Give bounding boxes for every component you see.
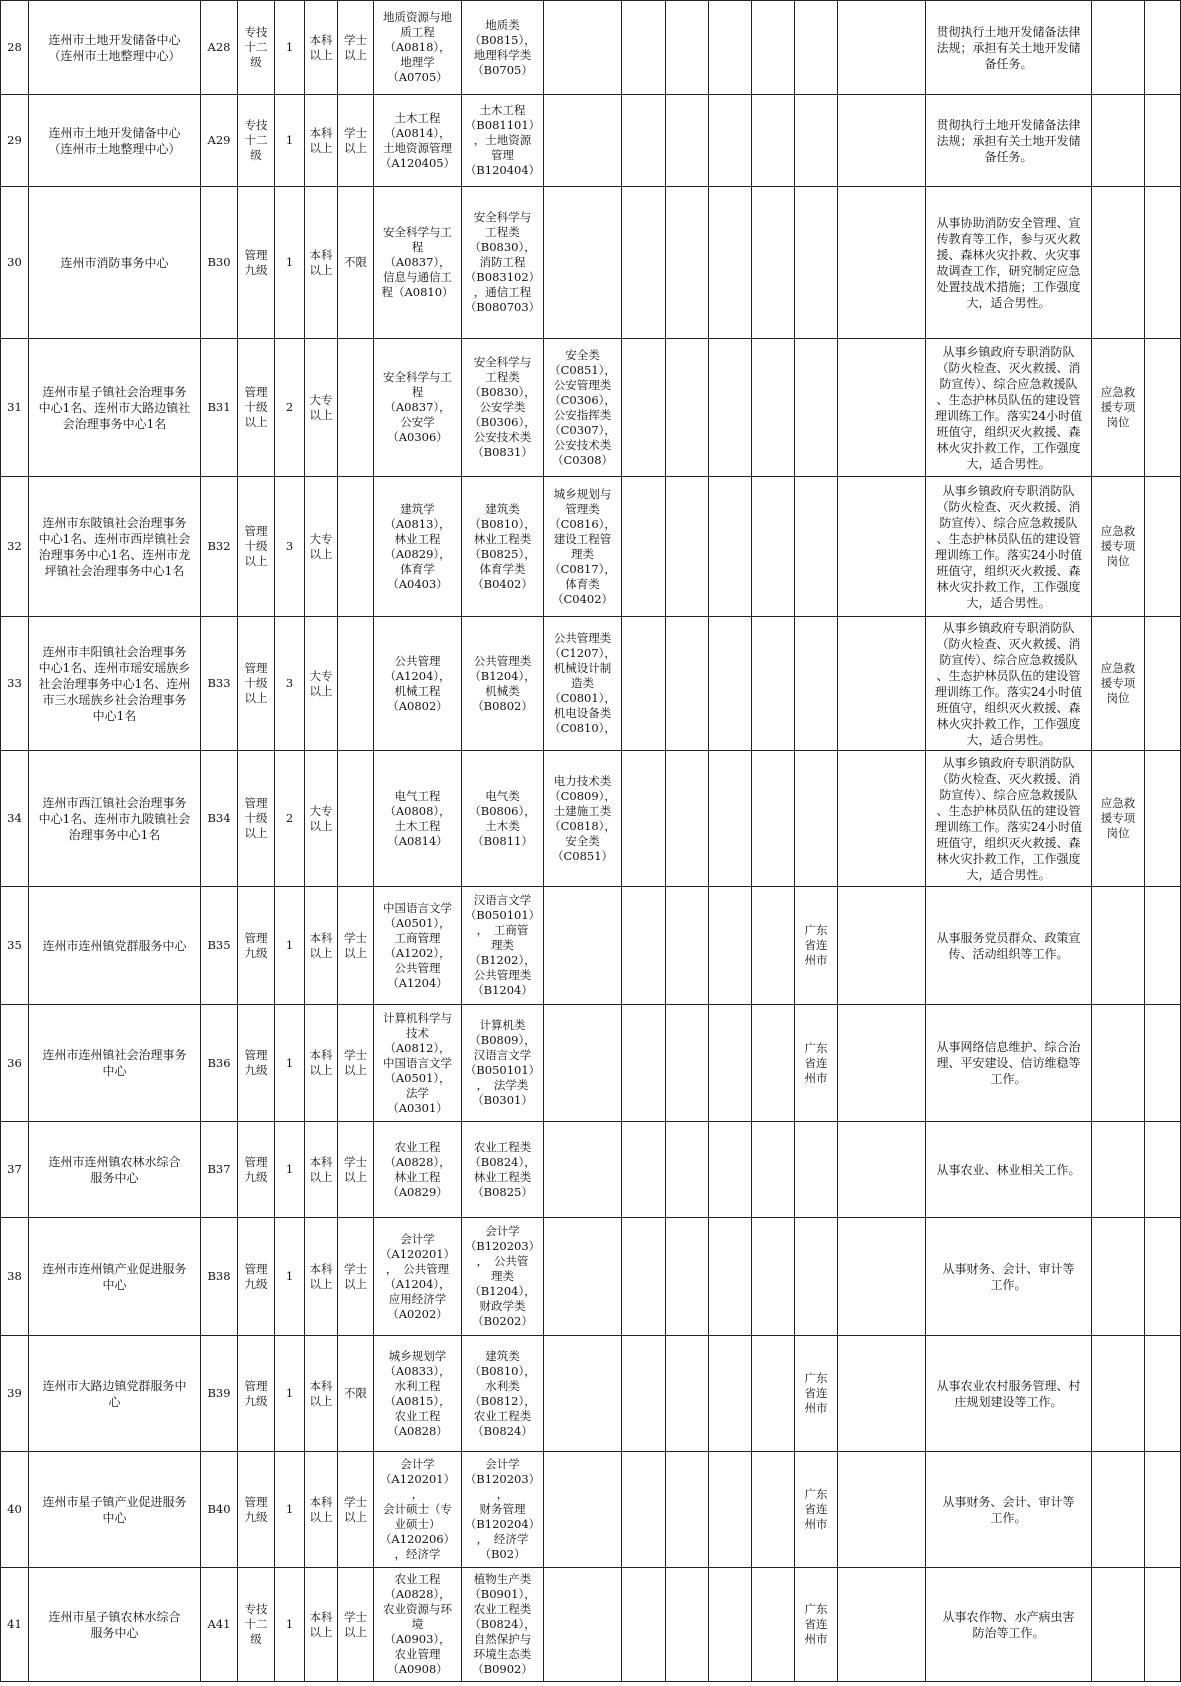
major-graduate: 电气工程 （A0808）， 土木工程 （A0814） <box>374 751 462 887</box>
hire-count: 2 <box>275 751 305 887</box>
remark <box>1092 95 1145 187</box>
employer-unit: 连州市连州镇产业促进服务 中心 <box>29 1218 201 1336</box>
major-graduate: 计算机科学与 技术 （A0812）， 中国语言文学 （A0501）， 法学 （A0301） <box>374 1005 462 1122</box>
position-level: 管理 九级 <box>238 1452 275 1568</box>
empty-cell <box>709 187 752 339</box>
position-code: B40 <box>201 1452 238 1568</box>
education-requirement: 大专 以上 <box>305 617 338 751</box>
employer-unit: 连州市星子镇农林水综合 服务中心 <box>29 1568 201 1682</box>
empty-cell <box>752 1218 795 1336</box>
employer-unit: 连州市连州镇社会治理事务 中心 <box>29 1005 201 1122</box>
degree-requirement <box>338 751 374 887</box>
employer-unit: 连州市土地开发储备中心 （连州市土地整理中心） <box>29 95 201 187</box>
job-duties: 从事乡镇政府专职消防队 （防火检查、灭火救援、消 防宣传）、综合应急救援队 、生态护林员队伍的建设管 理训练工作。落实24小时值 班值守，组织灭火救援、森 林火灾扑救工作，工作强度 大，适合男性。 <box>926 339 1092 477</box>
major-graduate: 安全科学与工 程 （A0837）， 公安学 （A0306） <box>374 339 462 477</box>
education-requirement: 本科 以上 <box>305 1218 338 1336</box>
empty-cell <box>838 95 926 187</box>
major-graduate: 公共管理 （A1204）， 机械工程 （A0802） <box>374 617 462 751</box>
remark: 应急救 援专项 岗位 <box>1092 477 1145 617</box>
major-junior-college: 公共管理类 （C1207）， 机械设计制 造类 （C0801）， 机电设备类 （C0810）， <box>544 617 622 751</box>
hire-count: 1 <box>275 1 305 95</box>
major-undergraduate: 植物生产类 （B0901）， 农业工程类 （B0824）， 自然保护与 环境生态类 （B0902） <box>462 1568 544 1682</box>
empty-cell <box>622 1568 666 1682</box>
empty-cell <box>622 1218 666 1336</box>
remark <box>1092 187 1145 339</box>
position-code: A29 <box>201 95 238 187</box>
employer-unit: 连州市星子镇社会治理事务 中心1名、连州市大路边镇社 会治理事务中心1名 <box>29 339 201 477</box>
table-row <box>1 751 1181 887</box>
empty-cell <box>709 617 752 751</box>
empty-cell <box>752 887 795 1005</box>
table-row <box>1 477 1181 617</box>
empty-cell <box>838 339 926 477</box>
major-undergraduate: 会计学 （B120203） ， 财务管理 （B120204） ， 经济学 （B02） <box>462 1452 544 1568</box>
empty-cell <box>752 1005 795 1122</box>
empty-cell <box>666 339 709 477</box>
empty-cell <box>666 1452 709 1568</box>
job-duties: 从事农作物、水产病虫害 防治等工作。 <box>926 1568 1092 1682</box>
remark: 应急救 援专项 岗位 <box>1092 751 1145 887</box>
position-code: B37 <box>201 1122 238 1218</box>
empty-cell <box>622 1122 666 1218</box>
empty-cell <box>709 95 752 187</box>
position-level: 专技 十二 级 <box>238 1568 275 1682</box>
table-row <box>1 617 1181 751</box>
empty-cell <box>709 887 752 1005</box>
major-undergraduate: 汉语言文学 （B050101） ， 工商管 理类 （B1202）， 公共管理类 （B1204） <box>462 887 544 1005</box>
education-requirement: 大专 以上 <box>305 339 338 477</box>
major-graduate: 城乡规划学 （A0833）， 水利工程 （A0815）， 农业工程 （A0828） <box>374 1336 462 1452</box>
major-graduate: 会计学 （A120201） ， 会计硕士（专 业硕士） （A120206） ，经济学 <box>374 1452 462 1568</box>
empty-cell <box>622 95 666 187</box>
remark <box>1092 1122 1145 1218</box>
job-table-body <box>1 1 1181 1682</box>
job-duties: 从事财务、会计、审计等 工作。 <box>926 1218 1092 1336</box>
hire-count: 1 <box>275 1005 305 1122</box>
job-duties: 贯彻执行土地开发储备法律 法规；承担有关土地开发储 备任务。 <box>926 95 1092 187</box>
empty-cell <box>1145 187 1181 339</box>
empty-cell <box>838 1 926 95</box>
education-requirement: 本科 以上 <box>305 95 338 187</box>
empty-cell <box>1145 1218 1181 1336</box>
hire-count: 2 <box>275 339 305 477</box>
position-level: 管理 九级 <box>238 1336 275 1452</box>
empty-cell <box>752 617 795 751</box>
hire-count: 1 <box>275 1452 305 1568</box>
job-duties: 从事网络信息维护、综合治 理、平安建设、信访维稳等 工作。 <box>926 1005 1092 1122</box>
major-junior-college <box>544 1568 622 1682</box>
row-number: 28 <box>1 1 29 95</box>
empty-cell <box>622 751 666 887</box>
empty-cell <box>838 751 926 887</box>
major-undergraduate: 会计学 （B120203） ， 公共管 理类 （B1204）， 财政学类 （B0202） <box>462 1218 544 1336</box>
row-number: 32 <box>1 477 29 617</box>
empty-cell <box>752 1568 795 1682</box>
empty-cell <box>1145 1452 1181 1568</box>
job-duties: 从事乡镇政府专职消防队 （防火检查、灭火救援、消 防宣传）、综合应急救援队 、生态护林员队伍的建设管 理训练工作。落实24小时值 班值守，组织灭火救援、森 林火灾扑救工作，工作强度 大，适合男性。 <box>926 617 1092 751</box>
empty-cell <box>1145 751 1181 887</box>
empty-cell <box>622 1 666 95</box>
table-row <box>1 339 1181 477</box>
degree-requirement: 学士 以上 <box>338 887 374 1005</box>
empty-cell <box>838 1005 926 1122</box>
row-number: 29 <box>1 95 29 187</box>
major-junior-college <box>544 1336 622 1452</box>
position-code: B39 <box>201 1336 238 1452</box>
empty-cell <box>622 1005 666 1122</box>
empty-cell <box>838 887 926 1005</box>
empty-cell <box>1145 1122 1181 1218</box>
job-duties: 从事农业农村服务管理、村 庄规划建设等工作。 <box>926 1336 1092 1452</box>
row-number: 39 <box>1 1336 29 1452</box>
household-requirement <box>795 751 838 887</box>
major-undergraduate: 计算机类 （B0809）， 汉语言文学 （B050101） ， 法学类 （B0301） <box>462 1005 544 1122</box>
row-number: 30 <box>1 187 29 339</box>
empty-cell <box>838 1568 926 1682</box>
empty-cell <box>752 1 795 95</box>
major-junior-college <box>544 1 622 95</box>
employer-unit: 连州市土地开发储备中心 （连州市土地整理中心） <box>29 1 201 95</box>
major-graduate: 建筑学 （A0813）， 林业工程 （A0829）， 体育学 （A0403） <box>374 477 462 617</box>
employer-unit: 连州市西江镇社会治理事务 中心1名、连州市九陂镇社会 治理事务中心1名 <box>29 751 201 887</box>
major-undergraduate: 建筑类 （B0810）， 水利类 （B0812）， 农业工程类 （B0824） <box>462 1336 544 1452</box>
education-requirement: 本科 以上 <box>305 1568 338 1682</box>
empty-cell <box>1145 1 1181 95</box>
degree-requirement: 学士 以上 <box>338 95 374 187</box>
empty-cell <box>752 95 795 187</box>
employer-unit: 连州市星子镇产业促进服务 中心 <box>29 1452 201 1568</box>
major-graduate: 农业工程 （A0828）， 农业资源与环 境 （A0903）， 农业管理 （A0908） <box>374 1568 462 1682</box>
empty-cell <box>622 477 666 617</box>
position-code: B35 <box>201 887 238 1005</box>
empty-cell <box>666 751 709 887</box>
education-requirement: 本科 以上 <box>305 1452 338 1568</box>
empty-cell <box>838 477 926 617</box>
empty-cell <box>709 1005 752 1122</box>
empty-cell <box>666 1218 709 1336</box>
empty-cell <box>709 1218 752 1336</box>
major-junior-college <box>544 1005 622 1122</box>
degree-requirement: 学士 以上 <box>338 1122 374 1218</box>
major-undergraduate: 农业工程类 （B0824）， 林业工程类 （B0825） <box>462 1122 544 1218</box>
empty-cell <box>1145 1336 1181 1452</box>
position-code: B31 <box>201 339 238 477</box>
hire-count: 1 <box>275 1568 305 1682</box>
position-level: 专技 十二 级 <box>238 95 275 187</box>
household-requirement <box>795 477 838 617</box>
major-undergraduate: 电气类 （B0806）， 土木类 （B0811） <box>462 751 544 887</box>
empty-cell <box>709 1 752 95</box>
empty-cell <box>709 1336 752 1452</box>
household-requirement <box>795 187 838 339</box>
empty-cell <box>838 1336 926 1452</box>
major-graduate: 会计学 （A120201） ， 公共管理 （A1204）， 应用经济学 （A0202） <box>374 1218 462 1336</box>
household-requirement <box>795 617 838 751</box>
position-code: B33 <box>201 617 238 751</box>
empty-cell <box>666 1122 709 1218</box>
education-requirement: 本科 以上 <box>305 1 338 95</box>
position-code: A28 <box>201 1 238 95</box>
empty-cell <box>666 1336 709 1452</box>
row-number: 38 <box>1 1218 29 1336</box>
job-duties: 从事财务、会计、审计等 工作。 <box>926 1452 1092 1568</box>
empty-cell <box>838 1452 926 1568</box>
position-code: A41 <box>201 1568 238 1682</box>
major-graduate: 地质资源与地 质工程 （A0818）， 地理学 （A0705） <box>374 1 462 95</box>
position-level: 管理 九级 <box>238 1005 275 1122</box>
position-code: B32 <box>201 477 238 617</box>
employer-unit: 连州市连州镇党群服务中心 <box>29 887 201 1005</box>
position-level: 管理 十级 以上 <box>238 751 275 887</box>
employer-unit: 连州市东陂镇社会治理事务 中心1名、连州市西岸镇社会 治理事务中心1名、连州市龙 坪镇社会治理事务中心1名 <box>29 477 201 617</box>
major-undergraduate: 安全科学与 工程类 （B0830）， 公安学类 （B0306）， 公安技术类 （B0831） <box>462 339 544 477</box>
table-row <box>1 1452 1181 1568</box>
degree-requirement <box>338 477 374 617</box>
degree-requirement: 不限 <box>338 1336 374 1452</box>
household-requirement: 广东 省连 州市 <box>795 1568 838 1682</box>
empty-cell <box>622 1336 666 1452</box>
degree-requirement: 学士 以上 <box>338 1218 374 1336</box>
major-junior-college: 安全类 （C0851）， 公安管理类 （C0306）， 公安指挥类 （C0307）， 公安技术类 （C0308） <box>544 339 622 477</box>
employer-unit: 连州市连州镇农林水综合 服务中心 <box>29 1122 201 1218</box>
row-number: 37 <box>1 1122 29 1218</box>
position-level: 管理 九级 <box>238 1122 275 1218</box>
empty-cell <box>622 1452 666 1568</box>
empty-cell <box>1145 1005 1181 1122</box>
remark <box>1092 1568 1145 1682</box>
education-requirement: 本科 以上 <box>305 887 338 1005</box>
major-graduate: 农业工程 （A0828）， 林业工程 （A0829） <box>374 1122 462 1218</box>
major-junior-college <box>544 1452 622 1568</box>
hire-count: 3 <box>275 477 305 617</box>
hire-count: 1 <box>275 1336 305 1452</box>
major-undergraduate: 地质类 （B0815）， 地理科学类 （B0705） <box>462 1 544 95</box>
hire-count: 1 <box>275 887 305 1005</box>
major-junior-college <box>544 1218 622 1336</box>
empty-cell <box>752 1452 795 1568</box>
empty-cell <box>838 1122 926 1218</box>
education-requirement: 大专 以上 <box>305 477 338 617</box>
major-junior-college: 电力技术类 （C0809）， 土建施工类 （C0818）， 安全类 （C0851） <box>544 751 622 887</box>
job-duties: 从事乡镇政府专职消防队 （防火检查、灭火救援、消 防宣传）、综合应急救援队 、生态护林员队伍的建设管 理训练工作。落实24小时值 班值守，组织灭火救援、森 林火灾扑救工作，工作强度 大，适合男性。 <box>926 477 1092 617</box>
empty-cell <box>666 887 709 1005</box>
remark <box>1092 1 1145 95</box>
position-level: 管理 九级 <box>238 187 275 339</box>
table-row <box>1 1568 1181 1682</box>
empty-cell <box>1145 887 1181 1005</box>
empty-cell <box>622 887 666 1005</box>
empty-cell <box>622 187 666 339</box>
major-junior-college <box>544 187 622 339</box>
education-requirement: 本科 以上 <box>305 1336 338 1452</box>
household-requirement <box>795 1 838 95</box>
empty-cell <box>1145 339 1181 477</box>
empty-cell <box>752 1122 795 1218</box>
major-graduate: 中国语言文学 （A0501）， 工商管理 （A1202）， 公共管理 （A1204） <box>374 887 462 1005</box>
empty-cell <box>752 339 795 477</box>
empty-cell <box>709 477 752 617</box>
job-duties: 从事乡镇政府专职消防队 （防火检查、灭火救援、消 防宣传）、综合应急救援队 、生态护林员队伍的建设管 理训练工作。落实24小时值 班值守，组织灭火救援、森 林火灾扑救工作，工作强度 大，适合男性。 <box>926 751 1092 887</box>
job-duties: 从事协助消防安全管理、宣 传教育等工作，参与灭火救 援、森林火灾扑救、火灾事 故调查工作，研究制定应急 处置技战术措施；工作强度 大，适合男性。 <box>926 187 1092 339</box>
position-level: 管理 九级 <box>238 887 275 1005</box>
empty-cell <box>666 1568 709 1682</box>
degree-requirement: 学士 以上 <box>338 1005 374 1122</box>
position-level: 管理 九级 <box>238 1218 275 1336</box>
degree-requirement <box>338 339 374 477</box>
household-requirement: 广东 省连 州市 <box>795 1005 838 1122</box>
row-number: 40 <box>1 1452 29 1568</box>
education-requirement: 本科 以上 <box>305 1005 338 1122</box>
position-code: B34 <box>201 751 238 887</box>
major-junior-college <box>544 1122 622 1218</box>
degree-requirement: 学士 以上 <box>338 1452 374 1568</box>
empty-cell <box>1145 617 1181 751</box>
major-graduate: 土木工程 （A0814）， 土地资源管理 （A120405） <box>374 95 462 187</box>
employer-unit: 连州市大路边镇党群服务中 心 <box>29 1336 201 1452</box>
position-code: B36 <box>201 1005 238 1122</box>
table-row <box>1 1336 1181 1452</box>
empty-cell <box>666 187 709 339</box>
hire-count: 1 <box>275 1218 305 1336</box>
empty-cell <box>666 1 709 95</box>
position-code: B38 <box>201 1218 238 1336</box>
table-row <box>1 95 1181 187</box>
remark: 应急救 援专项 岗位 <box>1092 617 1145 751</box>
empty-cell <box>666 617 709 751</box>
position-level: 管理 十级 以上 <box>238 339 275 477</box>
empty-cell <box>1145 477 1181 617</box>
empty-cell <box>752 1336 795 1452</box>
remark <box>1092 1452 1145 1568</box>
remark: 应急救 援专项 岗位 <box>1092 339 1145 477</box>
degree-requirement: 不限 <box>338 187 374 339</box>
employer-unit: 连州市消防事务中心 <box>29 187 201 339</box>
empty-cell <box>709 1122 752 1218</box>
degree-requirement: 学士 以上 <box>338 1568 374 1682</box>
table-row <box>1 187 1181 339</box>
empty-cell <box>622 617 666 751</box>
empty-cell <box>709 1568 752 1682</box>
empty-cell <box>666 477 709 617</box>
empty-cell <box>622 339 666 477</box>
row-number: 36 <box>1 1005 29 1122</box>
degree-requirement: 学士 以上 <box>338 1 374 95</box>
major-junior-college: 城乡规划与 管理类 （C0816）， 建设工程管 理类 （C0817）， 体育类 （C0402） <box>544 477 622 617</box>
empty-cell <box>1145 1568 1181 1682</box>
job-duties: 从事服务党员群众、政策宣 传、活动组织等工作。 <box>926 887 1092 1005</box>
empty-cell <box>838 617 926 751</box>
hire-count: 1 <box>275 187 305 339</box>
table-row <box>1 887 1181 1005</box>
major-undergraduate: 土木工程 （B081101） ，土地资源 管理 （B120404） <box>462 95 544 187</box>
major-junior-college <box>544 887 622 1005</box>
major-undergraduate: 公共管理类 （B1204）， 机械类 （B0802） <box>462 617 544 751</box>
employer-unit: 连州市丰阳镇社会治理事务 中心1名、连州市瑶安瑶族乡 社会治理事务中心1名、连州 市三水瑶族乡社会治理事务 中心1名 <box>29 617 201 751</box>
major-graduate: 安全科学与工 程 （A0837）， 信息与通信工 程（A0810） <box>374 187 462 339</box>
education-requirement: 本科 以上 <box>305 187 338 339</box>
job-duties: 从事农业、林业相关工作。 <box>926 1122 1092 1218</box>
row-number: 33 <box>1 617 29 751</box>
empty-cell <box>709 751 752 887</box>
hire-count: 3 <box>275 617 305 751</box>
degree-requirement <box>338 617 374 751</box>
position-code: B30 <box>201 187 238 339</box>
position-level: 管理 十级 以上 <box>238 617 275 751</box>
position-level: 专技 十二 级 <box>238 1 275 95</box>
remark <box>1092 1218 1145 1336</box>
empty-cell <box>666 1005 709 1122</box>
row-number: 35 <box>1 887 29 1005</box>
major-undergraduate: 安全科学与 工程类 （B0830）， 消防工程 （B083102） ，通信工程 （B080703） <box>462 187 544 339</box>
empty-cell <box>752 187 795 339</box>
table-row <box>1 1005 1181 1122</box>
household-requirement <box>795 95 838 187</box>
major-junior-college <box>544 95 622 187</box>
empty-cell <box>752 477 795 617</box>
empty-cell <box>838 1218 926 1336</box>
major-undergraduate: 建筑类 （B0810）， 林业工程类 （B0825）， 体育学类 （B0402） <box>462 477 544 617</box>
education-requirement: 大专 以上 <box>305 751 338 887</box>
household-requirement: 广东 省连 州市 <box>795 1452 838 1568</box>
remark <box>1092 887 1145 1005</box>
table-row <box>1 1 1181 95</box>
household-requirement: 广东 省连 州市 <box>795 1336 838 1452</box>
hire-count: 1 <box>275 1122 305 1218</box>
household-requirement: 广东 省连 州市 <box>795 887 838 1005</box>
remark <box>1092 1336 1145 1452</box>
remark <box>1092 1005 1145 1122</box>
empty-cell <box>752 751 795 887</box>
row-number: 41 <box>1 1568 29 1682</box>
household-requirement <box>795 339 838 477</box>
job-duties: 贯彻执行土地开发储备法律 法规；承担有关土地开发储 备任务。 <box>926 1 1092 95</box>
empty-cell <box>1145 95 1181 187</box>
row-number: 34 <box>1 751 29 887</box>
empty-cell <box>709 339 752 477</box>
table-row <box>1 1218 1181 1336</box>
household-requirement <box>795 1122 838 1218</box>
hire-count: 1 <box>275 95 305 187</box>
empty-cell <box>666 95 709 187</box>
table-row <box>1 1122 1181 1218</box>
position-level: 管理 十级 以上 <box>238 477 275 617</box>
household-requirement <box>795 1218 838 1336</box>
empty-cell <box>709 1452 752 1568</box>
empty-cell <box>838 187 926 339</box>
education-requirement: 本科 以上 <box>305 1122 338 1218</box>
row-number: 31 <box>1 339 29 477</box>
